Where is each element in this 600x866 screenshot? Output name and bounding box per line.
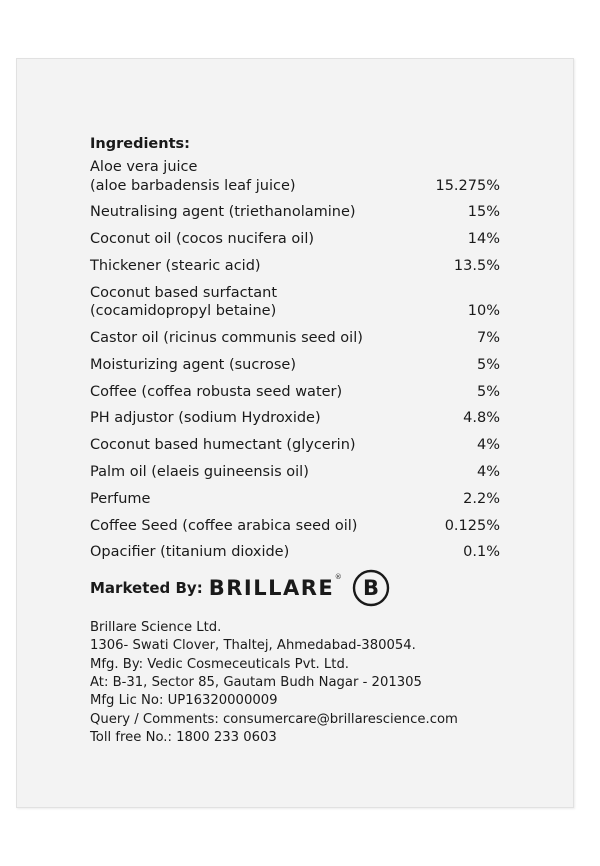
- ingredient-row: [90, 543, 500, 562]
- label-content: [90, 135, 500, 747]
- address-line: Mfg Lic No: UP16320000009: [90, 693, 278, 709]
- ingredient-name: Coffee (coffea robusta seed water): [90, 383, 343, 400]
- ingredient-row: [90, 329, 500, 348]
- ingredient-name: Neutralising agent (triethanolamine): [90, 204, 356, 221]
- ingredient-percent: 7%: [476, 329, 500, 346]
- marketed-by: [90, 570, 500, 606]
- ingredient-row: [90, 203, 500, 222]
- ingredient-name: PH adjustor (sodium Hydroxide): [90, 410, 321, 427]
- address-line: 1306- Swati Clover, Thaltej, Ahmedabad-380054.: [90, 638, 416, 654]
- marketed-by-label: Marketed By:: [90, 579, 203, 598]
- ingredient-name: Perfume: [90, 490, 151, 507]
- ingredient-row: [90, 257, 500, 276]
- registered-mark: ®: [334, 573, 344, 582]
- ingredient-name: Opacifier (titanium dioxide): [90, 544, 290, 561]
- ingredient-row: [90, 356, 500, 375]
- ingredient-name: Aloe vera juice (aloe barbadensis leaf juice): [90, 159, 296, 194]
- address-line: Brillare Science Ltd.: [90, 620, 222, 636]
- ingredient-percent: 2.2%: [463, 490, 500, 507]
- address-line: Query / Comments: consumercare@brillarescience.com: [90, 711, 458, 727]
- ingredient-percent: 5%: [476, 383, 500, 400]
- ingredient-percent: 10%: [467, 303, 500, 320]
- ingredient-list: [90, 158, 500, 562]
- ingredient-percent: 14%: [467, 231, 500, 248]
- ingredient-percent: 13.5%: [453, 257, 500, 274]
- ingredient-row: [90, 284, 500, 321]
- ingredient-percent: 15.275%: [435, 177, 500, 194]
- brand-name-text: BRILLARE: [208, 576, 335, 601]
- ingredient-percent: 4.8%: [463, 410, 500, 427]
- ingredient-row: [90, 409, 500, 428]
- ingredient-row: [90, 158, 500, 195]
- ingredient-percent: 0.125%: [444, 517, 500, 534]
- ingredients-heading: Ingredients:: [90, 136, 190, 152]
- address-line: At: B-31, Sector 85, Gautam Budh Nagar - 201305: [90, 675, 422, 691]
- address-block: [90, 619, 500, 747]
- ingredient-row: [90, 230, 500, 249]
- ingredient-name: Coffee Seed (coffee arabica seed oil): [90, 517, 358, 534]
- ingredient-percent: 4%: [476, 463, 500, 480]
- brand-logo-icon: [352, 569, 390, 607]
- ingredient-percent: 4%: [476, 437, 500, 454]
- ingredient-row: [90, 436, 500, 455]
- ingredient-percent: 0.1%: [463, 544, 500, 561]
- ingredient-name: Castor oil (ricinus communis seed oil): [90, 329, 363, 346]
- ingredient-name: Coconut based surfactant (cocamidopropyl betaine): [90, 284, 278, 320]
- ingredient-name: Moisturizing agent (sucrose): [90, 356, 296, 373]
- ingredient-row: [90, 463, 500, 482]
- ingredient-row: [90, 383, 500, 402]
- ingredient-name: Coconut based humectant (glycerin): [90, 437, 356, 454]
- ingredient-name: Thickener (stearic acid): [90, 257, 261, 274]
- ingredient-name: Coconut oil (cocos nucifera oil): [90, 231, 315, 248]
- ingredient-name: Palm oil (elaeis guineensis oil): [90, 463, 309, 480]
- brand-name: [208, 573, 344, 601]
- svg-text:B: B: [363, 576, 380, 601]
- ingredient-row: [90, 490, 500, 509]
- address-line: Toll free No.: 1800 233 0603: [90, 729, 277, 745]
- address-line: Mfg. By: Vedic Cosmeceuticals Pvt. Ltd.: [90, 656, 350, 672]
- ingredient-percent: 15%: [467, 204, 500, 221]
- ingredient-row: [90, 517, 500, 536]
- ingredient-percent: 5%: [476, 356, 500, 373]
